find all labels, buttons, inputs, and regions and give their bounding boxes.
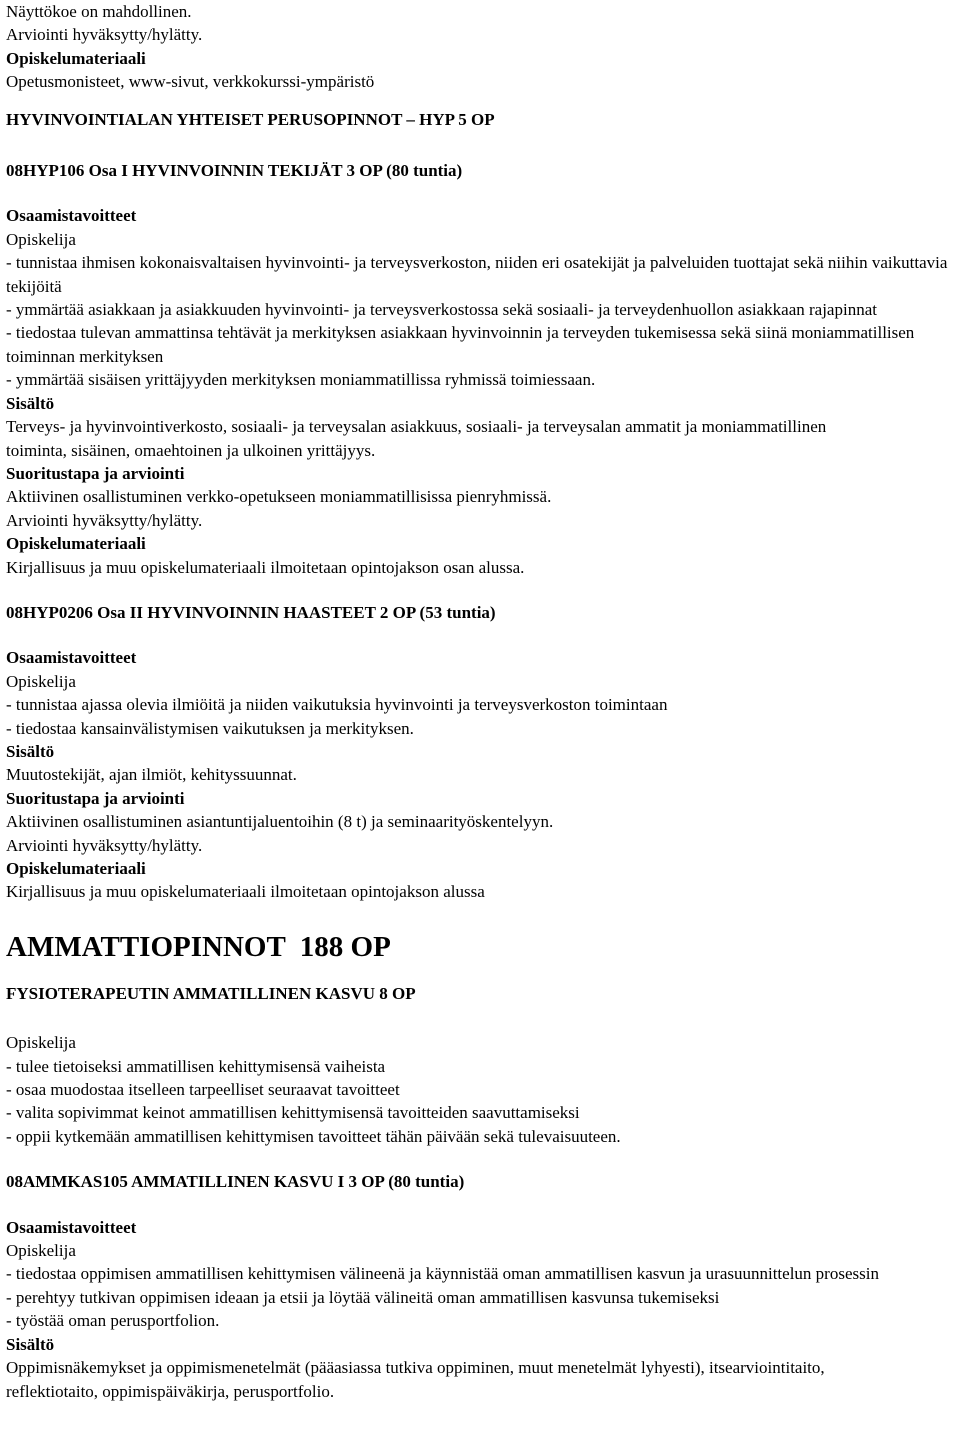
- course3-content-heading: Sisältö: [6, 1334, 55, 1354]
- intro-material-heading: Opiskelumateriaali: [6, 48, 146, 68]
- course1-content-text: Terveys- ja hyvinvointiverkosto, sosiaali- ja terveysalan asiakkuus, sosiaali- ja terveysalan ammatit ja moniammatillinen toiminta, sisäinen, omaehtoinen ja ulkoinen yrittäjyys.: [6, 417, 827, 460]
- kasvu-title: FYSIOTERAPEUTIN AMMATILLINEN KASVU 8 OP: [6, 983, 416, 1003]
- course2-student-label: Opiskelija: [6, 671, 76, 691]
- ammattiopinnot-heading: AMMATTIOPINNOT 188 OP: [6, 930, 391, 963]
- course3-goal-item: - tiedostaa oppimisen ammatillisen kehittymisen välineenä ja käynnistää oman ammatillisen kasvun ja urasuunnittelun prosessin: [6, 1264, 879, 1284]
- course2-goal-item: - tiedostaa kansainvälistymisen vaikutuksen ja merkityksen.: [6, 718, 414, 738]
- course2-grading: Arviointi hyväksytty/hylätty.: [6, 835, 203, 855]
- course2-method-text: Aktiivinen osallistuminen asiantuntijaluentoihin (8 t) ja seminaarityöskentelyyn.: [6, 812, 554, 832]
- course2-material-heading: Opiskelumateriaali: [6, 859, 146, 878]
- course1-material-heading: Opiskelumateriaali: [6, 534, 146, 554]
- course1-goal-item: - tunnistaa ihmisen kokonaisvaltaisen hyvinvointi- ja terveysverkoston, niiden eri osatekijät ja palveluiden tuottajat sekä niihin vaikuttavia tekijöitä: [6, 253, 948, 296]
- intro-line-1: Näyttökoe on mahdollinen.: [6, 2, 192, 21]
- course1-goals-heading: Osaamistavoitteet: [6, 206, 137, 226]
- course2-content-heading: Sisältö: [6, 741, 55, 761]
- course1-goal-item: - tiedostaa tulevan ammattinsa tehtävät ja merkityksen asiakkaan hyvinvoinnin ja terveyden tukemisessa sekä siinä moniammatillisen toiminnan merkityksen: [6, 323, 915, 366]
- kasvu-goal-item: - oppii kytkemään ammatillisen kehittymisen tavoitteet tähän päivään sekä tulevaisuuteen.: [6, 1126, 621, 1146]
- kasvu-goal-item: - osaa muodostaa itselleen tarpeelliset seuraavat tavoitteet: [6, 1080, 400, 1100]
- course3-goal-item: - perehtyy tutkivan oppimisen ideaan ja etsii ja löytää välineitä oman ammatillisen kasvunsa tukemiseksi: [6, 1287, 720, 1307]
- course2-goal-item: - tunnistaa ajassa olevia ilmiöitä ja niiden vaikutuksia hyvinvointi ja terveysverkoston toimintaan: [6, 695, 668, 715]
- intro-material-text: Opetusmonisteet, www-sivut, verkkokurssi-ympäristö: [6, 72, 375, 92]
- course1-goal-item: - ymmärtää asiakkaan ja asiakkuuden hyvinvointi- ja terveysverkostossa sekä sosiaali- ja terveydenhuollon asiakkaan rajapinnat: [6, 300, 877, 320]
- course2-content-text: Muutostekijät, ajan ilmiöt, kehityssuunnat.: [6, 765, 297, 785]
- course2-method-heading: Suoritustapa ja arviointi: [6, 788, 185, 808]
- hyp-section-heading: HYVINVOINTIALAN YHTEISET PERUSOPINNOT – HYP 5 OP: [6, 109, 495, 129]
- course1-student-label: Opiskelija: [6, 229, 76, 249]
- kasvu-goal-item: - valita sopivimmat keinot ammatillisen kehittymisensä tavoitteiden saavuttamiseksi: [6, 1103, 580, 1123]
- course3-content-text: Oppimisnäkemykset ja oppimismenetelmät (pääasiassa tutkiva oppiminen, muut menetelmät lyhyesti), itsearviointitaito, reflektiotaito, oppimispäiväkirja, perusportfolio.: [6, 1358, 825, 1401]
- kasvu-goal-item: - tulee tietoiseksi ammatillisen kehittymisensä vaiheista: [6, 1056, 386, 1076]
- course2-title: 08HYP0206 Osa II HYVINVOINNIN HAASTEET 2 OP (53 tuntia): [6, 602, 496, 622]
- course1-grading: Arviointi hyväksytty/hylätty.: [6, 510, 203, 530]
- course2-material-text: Kirjallisuus ja muu opiskelumateriaali ilmoitetaan opintojakson alussa: [6, 882, 485, 902]
- course1-material-text: Kirjallisuus ja muu opiskelumateriaali ilmoitetaan opintojakson osan alussa.: [6, 557, 525, 577]
- course1-goal-item: - ymmärtää sisäisen yrittäjyyden merkityksen moniammatillissa ryhmissä toimiessaan.: [6, 370, 596, 390]
- course3-goal-item: - työstää oman perusportfolion.: [6, 1311, 220, 1331]
- intro-grading: Arviointi hyväksytty/hylätty.: [6, 25, 203, 45]
- course3-title: 08AMMKAS105 AMMATILLINEN KASVU I 3 OP (80 tuntia): [6, 1172, 465, 1192]
- course1-method-heading: Suoritustapa ja arviointi: [6, 463, 185, 483]
- course2-goals-heading: Osaamistavoitteet: [6, 648, 137, 668]
- kasvu-student-label: Opiskelija: [6, 1033, 76, 1053]
- course1-content-heading: Sisältö: [6, 393, 55, 413]
- course3-goals-heading: Osaamistavoitteet: [6, 1217, 137, 1237]
- course1-method-text: Aktiivinen osallistuminen verkko-opetukseen moniammatillisissa pienryhmissä.: [6, 487, 552, 507]
- course1-title: 08HYP106 Osa I HYVINVOINNIN TEKIJÄT 3 OP (80 tuntia): [6, 161, 463, 181]
- course3-student-label: Opiskelija: [6, 1241, 76, 1261]
